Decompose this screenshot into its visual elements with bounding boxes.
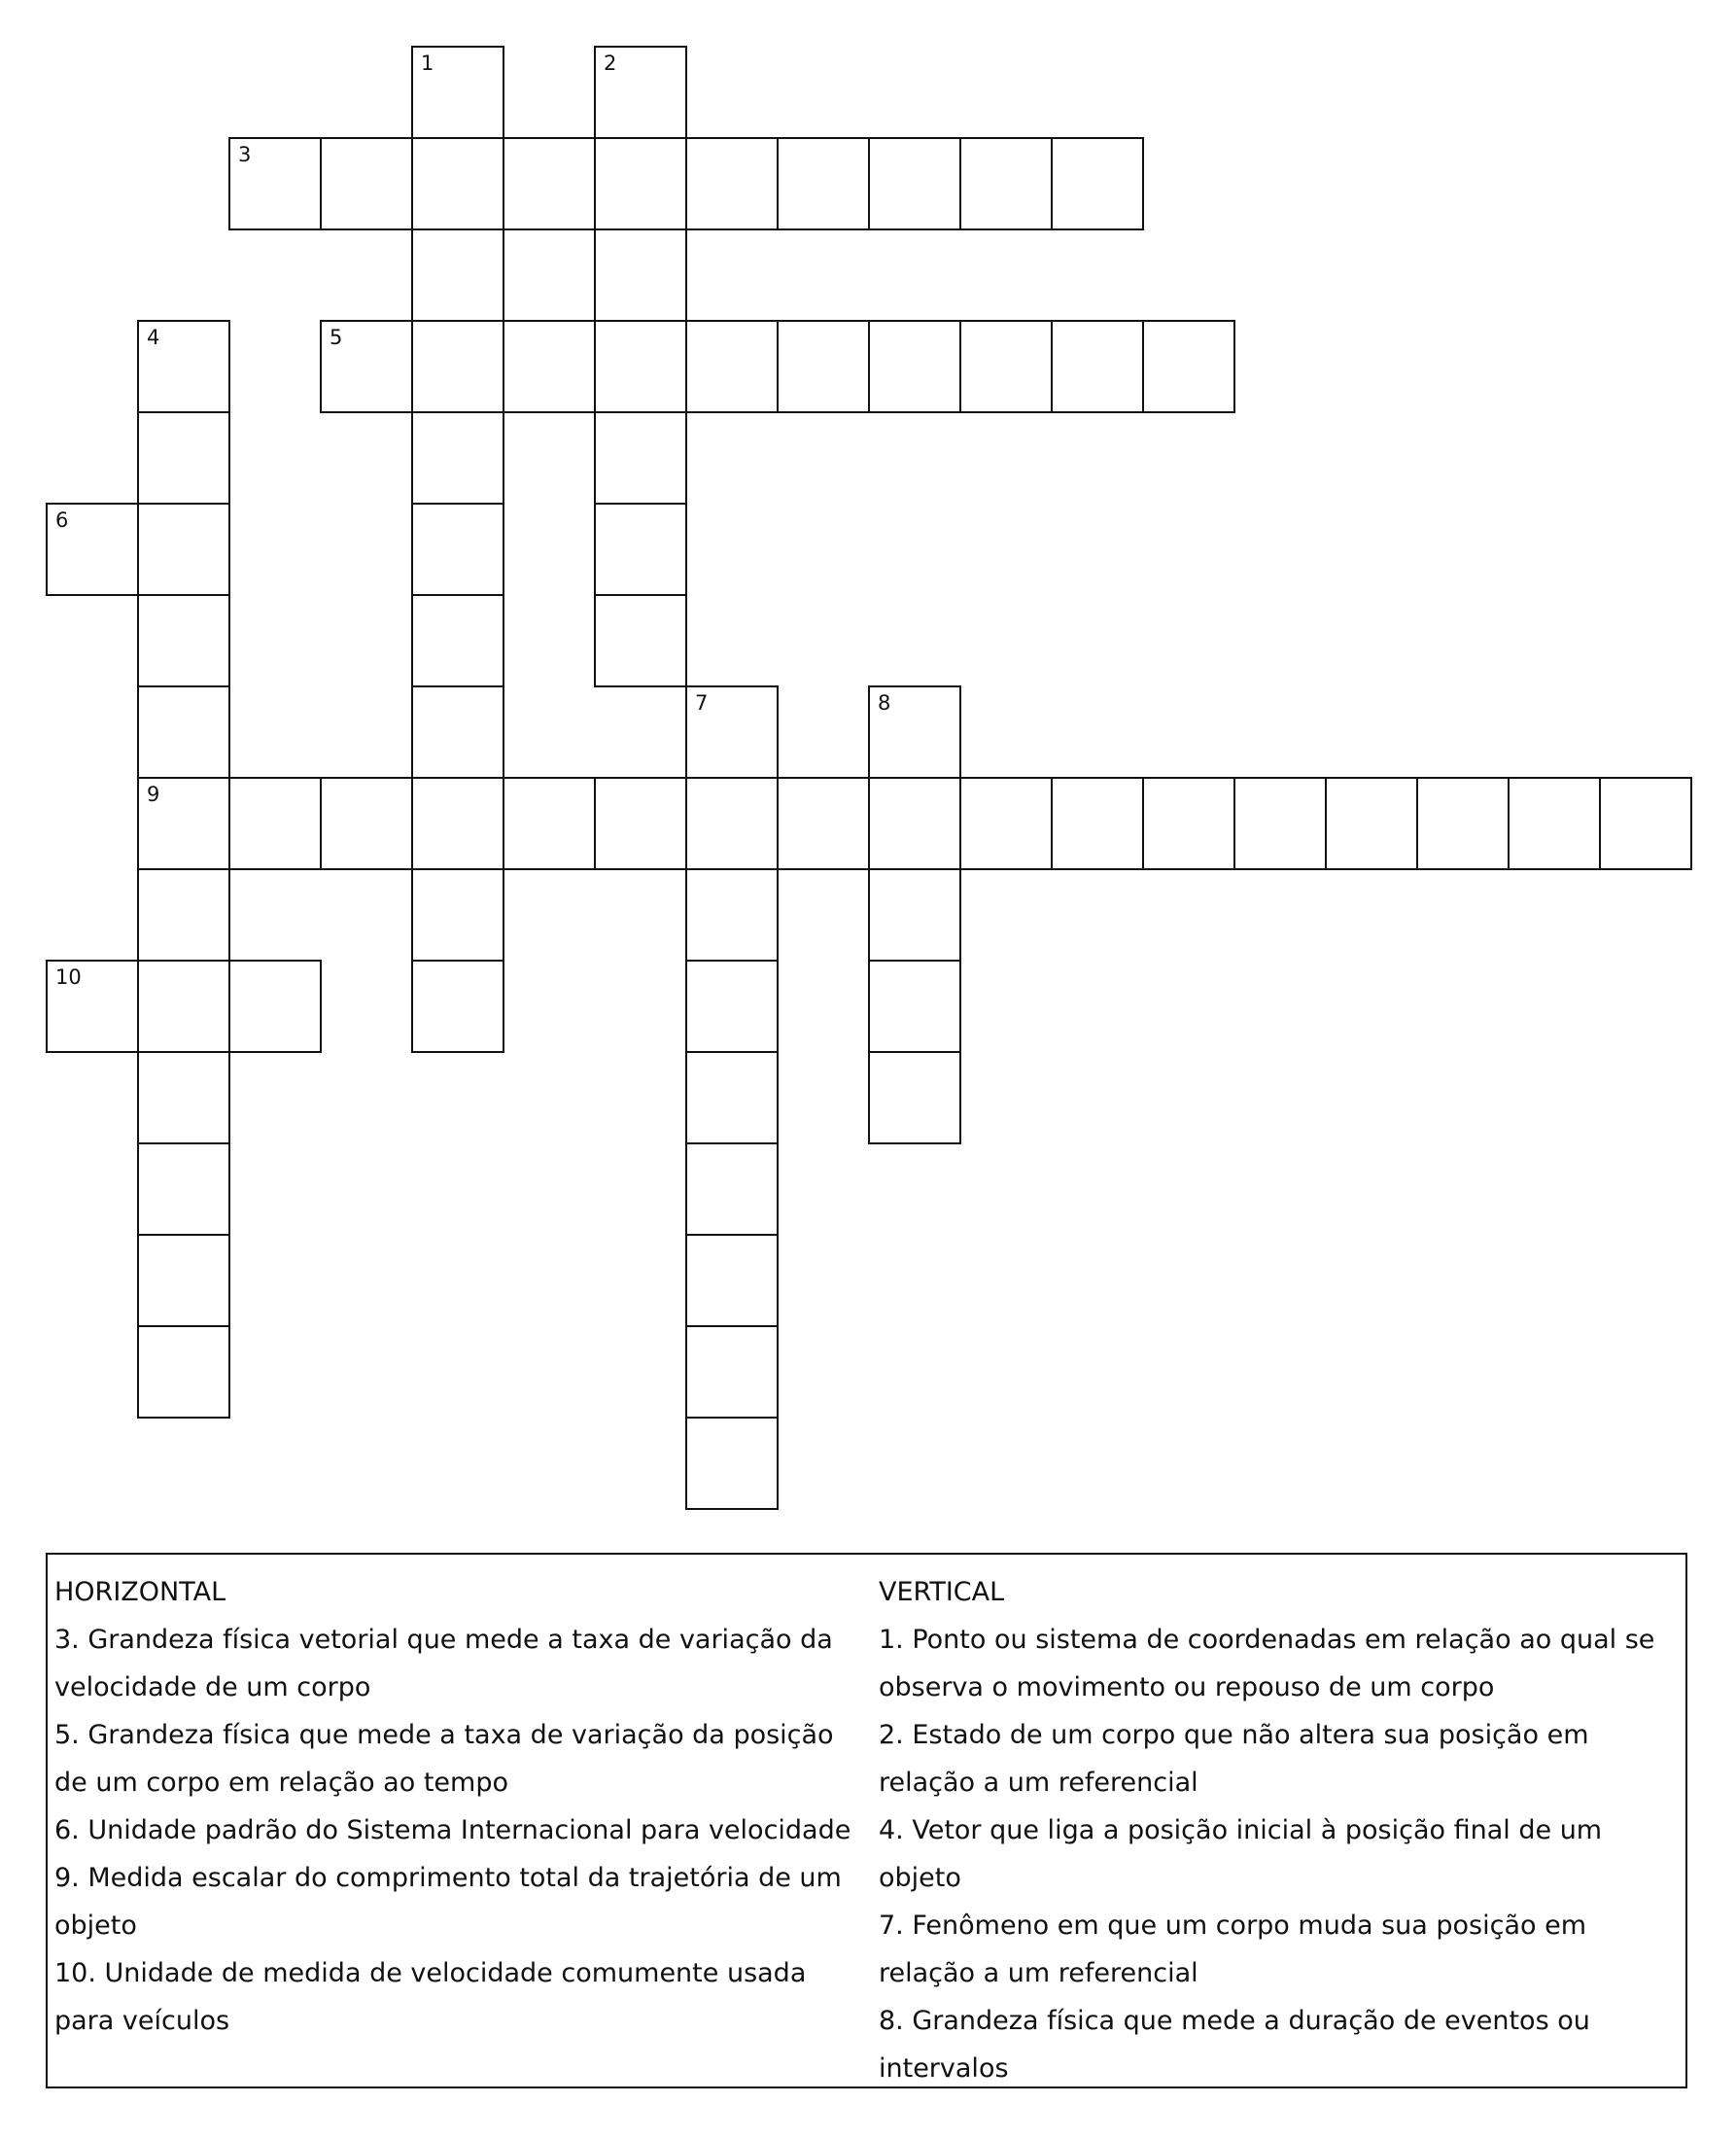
- crossword-cell[interactable]: [685, 777, 779, 870]
- crossword-cell[interactable]: [594, 46, 687, 139]
- crossword-cell[interactable]: [1325, 777, 1418, 870]
- crossword-cell[interactable]: [868, 960, 961, 1053]
- crossword-cell[interactable]: [46, 503, 139, 596]
- crossword-cell[interactable]: [1051, 320, 1144, 413]
- horizontal-clues: [54, 1568, 869, 2045]
- crossword-cell[interactable]: [1508, 777, 1601, 870]
- crossword-cell[interactable]: [320, 320, 413, 413]
- crossword-cell[interactable]: [685, 1142, 779, 1236]
- crossword-cell[interactable]: [503, 777, 596, 870]
- crossword-cell[interactable]: [594, 777, 687, 870]
- crossword-cell[interactable]: [411, 960, 504, 1053]
- clue-number: 10: [55, 965, 82, 989]
- crossword-cell[interactable]: [777, 320, 870, 413]
- crossword-cell[interactable]: [594, 137, 687, 230]
- crossword-cell[interactable]: [868, 320, 961, 413]
- crossword-cell[interactable]: [685, 1234, 779, 1327]
- crossword-cell[interactable]: [411, 503, 504, 596]
- crossword-cell[interactable]: [777, 137, 870, 230]
- crossword-cell[interactable]: [868, 1051, 961, 1144]
- crossword-cell[interactable]: [137, 503, 230, 596]
- crossword-cell[interactable]: [228, 137, 322, 230]
- clue-number: 6: [55, 508, 69, 532]
- crossword-cell[interactable]: [685, 1417, 779, 1510]
- clue-number: 1: [421, 52, 434, 75]
- crossword-cell[interactable]: [320, 137, 413, 230]
- clues-panel: [46, 1553, 1687, 2088]
- crossword-cell[interactable]: [411, 46, 504, 139]
- horizontal-clue-5: 5. Grandeza física que mede a taxa de variação da posição de um corpo em relação ao tempo: [54, 1720, 834, 1798]
- crossword-cell[interactable]: [685, 1325, 779, 1419]
- crossword-cell[interactable]: [228, 960, 322, 1053]
- horizontal-clue-3: 3. Grandeza física vetorial que mede a taxa de variação da velocidade de um corpo: [54, 1625, 833, 1702]
- crossword-cell[interactable]: [137, 868, 230, 962]
- crossword-cell[interactable]: [959, 137, 1053, 230]
- crossword-cell[interactable]: [411, 228, 504, 322]
- vertical-heading: VERTICAL: [879, 1577, 1005, 1607]
- crossword-cell[interactable]: [137, 1051, 230, 1144]
- crossword-cell[interactable]: [777, 777, 870, 870]
- crossword-cell[interactable]: [594, 320, 687, 413]
- crossword-cell[interactable]: [503, 320, 596, 413]
- crossword-cell[interactable]: [685, 960, 779, 1053]
- crossword-cell[interactable]: [411, 320, 504, 413]
- clue-number: 9: [147, 783, 160, 806]
- horizontal-clue-10: 10. Unidade de medida de velocidade comumente usada para veículos: [54, 1958, 807, 2036]
- crossword-cell[interactable]: [1233, 777, 1327, 870]
- vertical-clue-1: 1. Ponto ou sistema de coordenadas em relação ao qual se observa o movimento ou repouso de um corpo: [879, 1625, 1655, 1702]
- crossword-cell[interactable]: [1051, 777, 1144, 870]
- crossword-cell[interactable]: [411, 411, 504, 505]
- crossword-cell[interactable]: [137, 594, 230, 687]
- crossword-cell[interactable]: [959, 320, 1053, 413]
- crossword-cell[interactable]: [137, 777, 230, 870]
- crossword-cell[interactable]: [411, 777, 504, 870]
- crossword-cell[interactable]: [411, 685, 504, 779]
- crossword-cell[interactable]: [137, 960, 230, 1053]
- vertical-clue-7: 7. Fenômeno em que um corpo muda sua posição em relação a um referencial: [879, 1911, 1587, 1988]
- crossword-cell[interactable]: [503, 137, 596, 230]
- crossword-cell[interactable]: [594, 228, 687, 322]
- crossword-cell[interactable]: [137, 320, 230, 413]
- crossword-cell[interactable]: [685, 137, 779, 230]
- crossword-cell[interactable]: [137, 1325, 230, 1419]
- vertical-clue-8: 8. Grandeza física que mede a duração de eventos ou intervalos: [879, 2006, 1590, 2084]
- crossword-cell[interactable]: [411, 137, 504, 230]
- crossword-cell[interactable]: [685, 320, 779, 413]
- crossword-cell[interactable]: [868, 777, 961, 870]
- crossword-cell[interactable]: [959, 777, 1053, 870]
- crossword-cell[interactable]: [137, 1142, 230, 1236]
- vertical-clue-4: 4. Vetor que liga a posição inicial à posição final de um objeto: [879, 1815, 1603, 1893]
- crossword-cell[interactable]: [46, 960, 139, 1053]
- crossword-cell[interactable]: [228, 777, 322, 870]
- vertical-clues: [879, 1568, 1684, 2092]
- crossword-cell[interactable]: [868, 137, 961, 230]
- vertical-clue-2: 2. Estado de um corpo que não altera sua posição em relação a um referencial: [879, 1720, 1589, 1798]
- crossword-cell[interactable]: [868, 868, 961, 962]
- horizontal-clue-6: 6. Unidade padrão do Sistema Internacional para velocidade: [54, 1815, 851, 1845]
- clue-number: 2: [604, 52, 617, 75]
- crossword-cell[interactable]: [1416, 777, 1510, 870]
- clue-number: 8: [878, 691, 891, 715]
- horizontal-clue-9: 9. Medida escalar do comprimento total da trajetória de um objeto: [54, 1863, 842, 1941]
- crossword-cell[interactable]: [1142, 777, 1235, 870]
- crossword-cell[interactable]: [685, 1051, 779, 1144]
- crossword-cell[interactable]: [1142, 320, 1235, 413]
- crossword-cell[interactable]: [137, 1234, 230, 1327]
- crossword-cell[interactable]: [594, 594, 687, 687]
- crossword-cell[interactable]: [594, 411, 687, 505]
- horizontal-heading: HORIZONTAL: [54, 1577, 226, 1607]
- crossword-cell[interactable]: [868, 685, 961, 779]
- crossword-cell[interactable]: [320, 777, 413, 870]
- clue-number: 3: [238, 143, 252, 166]
- clue-number: 5: [330, 326, 343, 349]
- crossword-cell[interactable]: [685, 685, 779, 779]
- crossword-cell[interactable]: [137, 411, 230, 505]
- crossword-cell[interactable]: [594, 503, 687, 596]
- clue-number: 4: [147, 326, 160, 349]
- crossword-cell[interactable]: [411, 594, 504, 687]
- crossword-cell[interactable]: [137, 685, 230, 779]
- crossword-cell[interactable]: [685, 868, 779, 962]
- crossword-cell[interactable]: [411, 868, 504, 962]
- crossword-cell[interactable]: [1051, 137, 1144, 230]
- clue-number: 7: [695, 691, 709, 715]
- crossword-cell[interactable]: [1599, 777, 1692, 870]
